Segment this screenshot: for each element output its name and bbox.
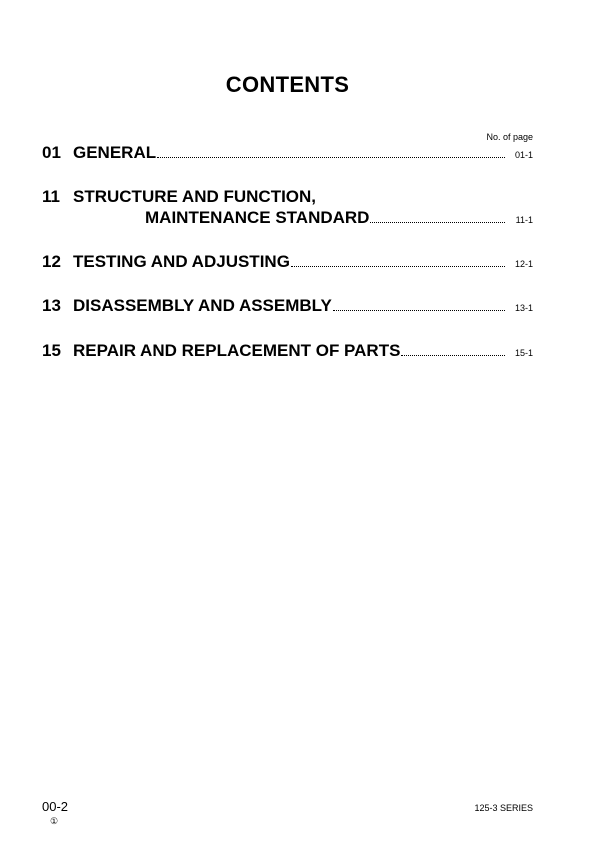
footer-page-number: 00-2 — [42, 799, 69, 814]
toc-entry-title-line1: STRUCTURE AND FUNCTION, — [73, 187, 317, 206]
toc-entry-title: TESTING AND ADJUSTING — [73, 252, 290, 271]
toc-entry-title: REPAIR AND REPLACEMENT OF PARTS — [73, 341, 401, 360]
toc-entry-structure-and-function[interactable] — [42, 187, 533, 228]
toc-entry-title: DISASSEMBLY AND ASSEMBLY — [73, 296, 332, 315]
toc-entry-testing-and-adjusting[interactable] — [42, 252, 533, 272]
toc-entry-page: 13-1 — [514, 303, 533, 313]
toc-entry-number: 13 — [42, 296, 61, 315]
footer-revision-mark: ① — [50, 816, 59, 826]
toc-entry-page: 15-1 — [514, 348, 533, 358]
page-title: CONTENTS — [225, 72, 350, 97]
toc-entry-title: GENERAL — [73, 143, 157, 162]
toc-entry-page: 12-1 — [514, 259, 533, 269]
toc-leader-dots — [333, 309, 505, 311]
toc-leader-dots — [370, 221, 505, 223]
toc-entry-repair-and-replacement[interactable] — [42, 341, 533, 361]
footer-series-label: 125-3 SERIES — [474, 803, 533, 813]
toc-entry-disassembly-and-assembly[interactable] — [42, 296, 533, 316]
page-column-label: No. of page — [486, 132, 533, 142]
toc-entry-number: 15 — [42, 341, 61, 360]
toc-entry-general[interactable] — [42, 143, 533, 163]
toc-leader-dots — [291, 265, 505, 267]
toc-entry-number: 11 — [42, 187, 60, 206]
toc-entry-number: 12 — [42, 252, 61, 271]
toc-entry-page: 11-1 — [515, 215, 533, 225]
toc-entry-title-line2: MAINTENANCE STANDARD — [145, 208, 370, 227]
toc-leader-dots — [157, 156, 505, 158]
toc-entry-page: 01-1 — [514, 150, 533, 160]
toc-entry-number: 01 — [42, 143, 61, 162]
toc-leader-dots — [401, 354, 505, 356]
